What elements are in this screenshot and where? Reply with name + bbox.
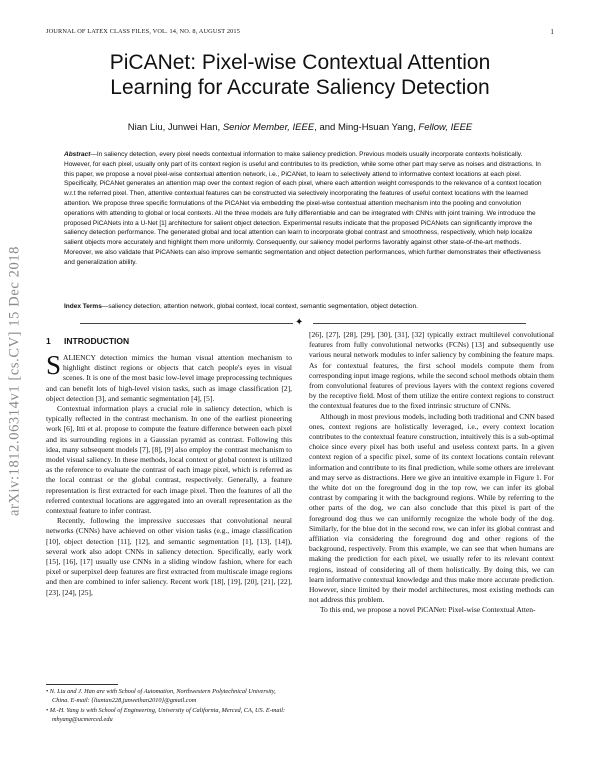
section-number: 1 <box>46 336 51 346</box>
intro-paragraph-6: To this end, we propose a novel PiCANet: Pixel-wise Contextual Atten- <box>320 605 536 615</box>
intro-paragraph-1-text: detection mimics the human visual attention mechanism to highlight distinct regions or objects that catch people's eyes in visual scenes. It is one of the most basic low-level image preprocessing techniques and can benefit lots of high-level vision tasks, such as image classification [2], object detection [3], and semantic segmentation [4], [5]. <box>46 353 292 403</box>
title-line-1: PiCANet: Pixel-wise Contextual Attention <box>109 51 491 74</box>
author-names: Nian Liu, Junwei Han, <box>127 122 221 133</box>
divider-line-right <box>313 323 526 324</box>
author-role-1: Senior Member, IEEE <box>222 122 315 133</box>
intro-paragraph-3: Recently, following the impressive successes that convolutional neural networks (CNNs) have achieved on other vision tasks (e.g., image classification [10], object detection [11], [12], and semantic segmentation [1], [13], [14]), several work also adopt CNNs in saliency detection. Specifically, early work [15], [16], [17] usually use CNNs in a sliding window fashion, where for each pixel or superpixel deep features are first extracted from multiscale image regions and then are combined to infer saliency. Recent work [18], [19], [20], [21], [22], [23], [24], [25], <box>46 516 292 597</box>
divider-diamond-icon: ✦ <box>295 317 304 328</box>
section-title: INTRODUCTION <box>64 336 130 346</box>
running-header <box>46 28 554 38</box>
arxiv-side-stamp <box>1 186 29 576</box>
intro-paragraph-1 <box>46 350 292 404</box>
abstract <box>64 150 542 268</box>
right-column <box>309 330 554 616</box>
section-heading <box>46 336 129 346</box>
footnote-2: • M.-H. Yang is with School of Engineering, University of California, Merced, CA, US. E-mail: mhyang@ucmerced.edu <box>46 707 286 723</box>
page-number: 1 <box>550 28 554 36</box>
author-names-2: , and Ming-Hsuan Yang, <box>314 122 416 133</box>
footnote-rule <box>46 684 118 685</box>
author-role-2: Fellow, IEEE <box>418 122 473 133</box>
index-terms <box>64 302 542 312</box>
intro-paragraph-5: Although in most previous models, including both traditional and CNN based ones, context regions are holistically leveraged, i.e., every context location contributes to the contextual feature construction, intuitively this is a sub-optimal choice since every pixel has both useful and useless context parts. In a given context region of a specific pixel, some of its context locations contain relevant information and contribute to its final prediction, while some others are irrelevant and may serve as distractions. Here we give an intuitive example in Figure 1. For the white dot on the foreground dog in the top row, we can infer its global contrast by comparing it with the background regions. While by referring to the other parts of the dog, we can also conclude that this pixel is part of the foreground dog thus we can uniformly recognize the whole body of the dog. Similarly, for the blue dot in the second row, we can infer its global contrast and affiliation via considering the foreground dog and other regions of the background, respectively. From this example, we can see that when humans are making the prediction for each pixel, we usually refer to its relevant context regions, instead of considering all of them holistically. By doing this, we can learn informative contextual knowledge and thus make more accurate prediction. However, since limited by their model architectures, most existing methods can not address this problem. <box>309 411 554 605</box>
abstract-label: Abstract <box>64 151 91 158</box>
arxiv-identifier: arXiv:1812.06314v1 [cs.CV] 15 Dec 2018 <box>6 245 23 517</box>
intro-paragraph-2: Contextual information plays a crucial role in saliency detection, which is typically reflected in the contrast mechanism. In one of the earliest pioneering work [6], Itti et al. propose to compute the feature difference between each pixel and its surrounding regions in a Gaussian pyramid as contrast. Following this idea, many subsequent models [7], [8], [9] also employ the contrast mechanism to model visual saliency. In these methods, local context or global context is utilized as the reference to evaluate the contrast of each image pixel, which is referred as the local contrast or the global contrast, respectively. Generally, a feature representation is first extracted for each image pixel. Then the features of all the referred contextual locations are aggregated into an overall representation as the contextual feature to infer contrast. <box>46 404 292 516</box>
divider-line-left <box>80 323 293 324</box>
index-terms-label: Index Terms <box>64 303 102 310</box>
journal-header: JOURNAL OF LATEX CLASS FILES, VOL. 14, NO. 8, AUGUST 2015 <box>46 28 241 35</box>
footnote-2-text: M.-H. Yang is with School of Engineering, University of California, Merced, CA, US. E-mail: mhyang@ucmerced.edu <box>49 707 286 723</box>
footnote-1-text: N. Liu and J. Han are with School of Automation, Northwestern Polytechnical University, China. E-mail: {liunian228,junweihan2010}@gmail.com <box>49 688 276 704</box>
drop-cap: S <box>46 350 62 380</box>
title-line-2: Learning for Accurate Saliency Detection <box>110 76 490 99</box>
intro-smallcaps: ALIENCY <box>63 353 96 362</box>
intro-paragraph-4: [26], [27], [28], [29], [30], [31], [32] typically extract multilevel convolutional features from fully convolutional networks (FCNs) [13] and subsequently use various neural network modules to infer saliency by combining the feature maps. As for contextual features, the first school models compute them from corresponding input image regions, while the second school methods obtain them from convolutional features of previous layers with the context regions covered by the receptive field. Most of them utilize the entire context regions to construct the contextual features due to the fixed intrinsic structure of CNNs. <box>309 330 554 411</box>
author-line <box>46 122 554 133</box>
section-divider <box>80 318 526 330</box>
paper-title <box>46 50 554 100</box>
footnote-1: • N. Liu and J. Han are with School of Automation, Northwestern Polytechnical University, China. E-mail: {liunian228,junweihan2010}@gmail.com <box>46 688 276 704</box>
index-terms-text: —saliency detection, attention network, global context, local context, semantic segmentation, object detection. <box>101 303 418 310</box>
footnotes <box>46 688 292 726</box>
left-column <box>46 350 292 598</box>
abstract-text: —In saliency detection, every pixel needs contextual information to make saliency prediction. Previous models usually incorporate contexts holistically. However, for each pixel, usually only part of its context region is useful and contributes to its prediction, while some other part may serve as noises and distractions. In this paper, we propose a novel pixel-wise contextual attention network, i.e., PiCANet, to learn to selectively attend to informative context locations at each pixel. Specifically, PiCANet generates an attention map over the context region of each pixel, where each attention weight corresponds to the relevance of a context location w.r.t the referred pixel. Then, attentive contextual features can be constructed via selectively incorporating the features of useful context locations with the learned attention. We propose three specific formulations of the PiCANet via embedding the pixel-wise contextual attention mechanism into the pooling and convolution operations with attending to global or local contexts. All the three models are fully differentiable and can be integrated with CNNs with joint training. We introduce the proposed PiCANets into a U-Net [1] architecture for salient object detection. Experimental results indicate that the proposed PiCANets can significantly improve the saliency detection performance. The generated global and local attention can learn to incorporate global contrast and smoothness, respectively, which help localize salient objects more accurately and highlight them more uniformly. Consequently, our saliency model performs favorably against other state-of-the-art methods. Moreover, we also validate that PiCANets can also improve semantic segmentation and object detection performances, which further demonstrates their effectiveness and generalization ability. <box>64 151 542 266</box>
